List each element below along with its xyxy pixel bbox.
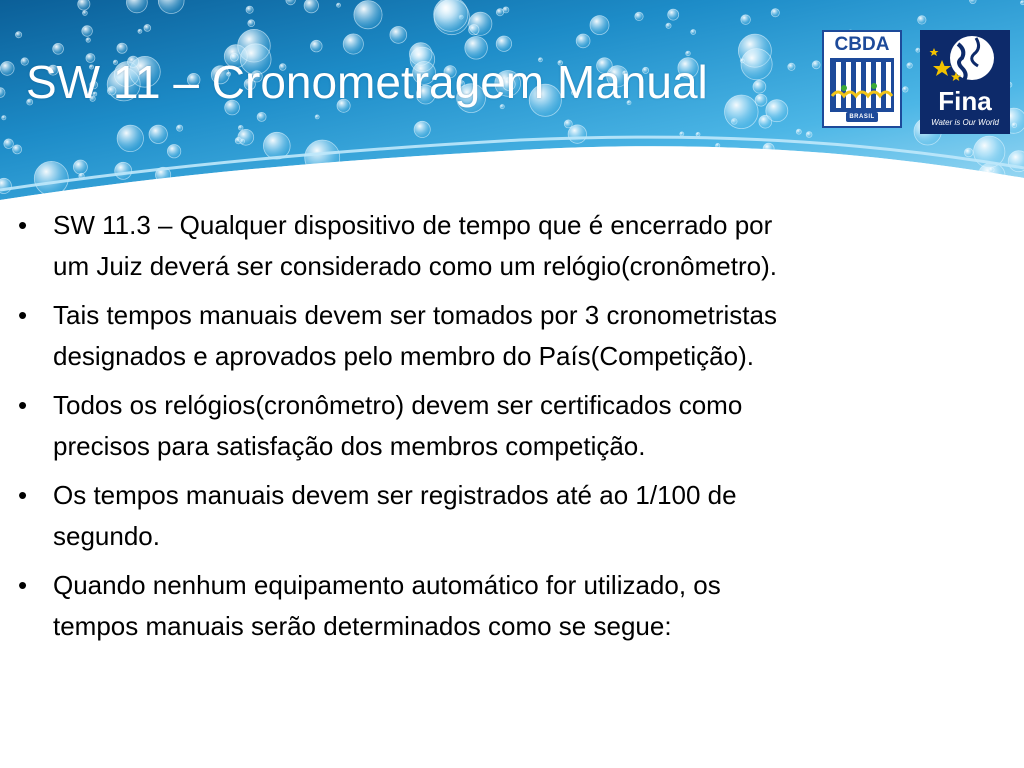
fina-tagline: Water is Our World <box>931 118 999 127</box>
bubble <box>970 0 977 4</box>
bubble <box>343 174 367 198</box>
bubble <box>354 1 382 29</box>
bullet-item <box>18 385 948 467</box>
bubble <box>674 163 679 168</box>
bubble <box>167 145 180 158</box>
bullet-item <box>18 565 948 647</box>
bubble <box>767 171 777 181</box>
bubble <box>502 163 520 181</box>
bubble <box>771 9 779 17</box>
bubble <box>246 6 253 13</box>
bubble <box>34 161 68 195</box>
fina-logo-text: Fina <box>938 86 992 116</box>
bubble <box>144 25 151 32</box>
bubble <box>455 169 484 198</box>
bubble <box>83 11 88 16</box>
bubble <box>741 49 772 80</box>
bubble <box>635 12 643 20</box>
bubble <box>238 129 254 145</box>
bullet-dot-icon: • <box>18 300 28 330</box>
bubble <box>568 125 586 143</box>
bubble <box>725 95 759 129</box>
bubble <box>691 30 696 35</box>
bubble <box>1012 123 1017 128</box>
bullet-text: Todos os relógios(cronômetro) devem ser certificados como precisos para satisfação dos membros competição. <box>53 390 743 461</box>
bubble <box>337 3 341 7</box>
bubble <box>696 132 700 136</box>
bubble <box>117 125 143 151</box>
bubble <box>964 148 973 157</box>
bubble <box>315 115 319 119</box>
bubble <box>741 15 751 25</box>
fina-logo <box>920 30 1010 134</box>
bubble <box>753 80 766 93</box>
bubble <box>918 16 926 24</box>
bubble <box>13 145 22 154</box>
bubble <box>564 120 572 128</box>
globe-stars-icon <box>920 30 1010 90</box>
bubble <box>2 116 6 120</box>
bubble <box>496 36 511 51</box>
bubble <box>989 167 994 172</box>
bullet-item <box>18 205 948 287</box>
bubble <box>766 100 788 122</box>
bubble <box>496 9 503 16</box>
bubble <box>796 129 801 134</box>
cbda-logo <box>822 30 902 128</box>
bubble <box>903 87 908 92</box>
bubble <box>673 169 701 197</box>
bullet-text: Quando nenhum equipamento automático for utilizado, os tempos manuais serão determinados como se segue: <box>53 570 721 641</box>
bubble <box>263 132 290 159</box>
bullet-text: Tais tempos manuais devem ser tomados por 3 cronometristas designados e aprovados pelo membro do País(Competição). <box>53 300 777 371</box>
cbda-brasil-label: BRASIL <box>846 112 878 122</box>
bubble <box>469 25 479 35</box>
bubble <box>680 132 684 136</box>
bubble <box>907 63 912 68</box>
bullet-item <box>18 295 948 377</box>
bullet-dot-icon: • <box>18 570 28 600</box>
bubble <box>78 0 90 10</box>
bullet-dot-icon: • <box>18 390 28 420</box>
bubble <box>0 62 14 76</box>
bubble <box>434 0 468 31</box>
bubble <box>4 139 14 149</box>
bubble <box>812 61 820 69</box>
bubble <box>304 0 318 13</box>
bubble <box>576 34 590 48</box>
bubble <box>390 27 407 44</box>
bullet-list <box>18 205 948 655</box>
bubble <box>740 59 744 63</box>
cbda-logo-text: CBDA <box>834 34 890 55</box>
bubble <box>800 168 812 180</box>
bubble <box>806 132 812 138</box>
bubble <box>668 9 679 20</box>
bubble <box>149 125 167 143</box>
bubble <box>86 38 90 42</box>
bubble <box>248 20 255 27</box>
bubble <box>1021 1 1024 5</box>
bullet-dot-icon: • <box>18 210 28 240</box>
bullet-text: Os tempos manuais devem ser registrados até ao 1/100 de segundo. <box>53 480 737 551</box>
bubble <box>115 162 132 179</box>
bullet-item <box>18 475 948 557</box>
bullet-text: SW 11.3 – Qualquer dispositivo de tempo que é encerrado por um Juiz deverá ser considerado como um relógio(cronômetro). <box>53 210 777 281</box>
bubble <box>590 16 609 35</box>
slide-title: SW 11 – Cronometragem Manual <box>26 56 708 108</box>
bubble <box>755 94 767 106</box>
bubble <box>177 125 183 131</box>
bullet-dot-icon: • <box>18 480 28 510</box>
bubble <box>666 23 671 28</box>
bubble <box>582 172 586 176</box>
bubble <box>73 160 87 174</box>
bubble <box>82 26 93 37</box>
bubble <box>716 143 720 147</box>
bubble <box>414 121 430 137</box>
bubble <box>257 112 266 121</box>
bubble <box>16 32 22 38</box>
bubble <box>138 29 142 33</box>
bubble <box>788 63 795 70</box>
bubble <box>238 125 243 130</box>
bubble <box>904 176 912 184</box>
bubble <box>311 40 323 52</box>
